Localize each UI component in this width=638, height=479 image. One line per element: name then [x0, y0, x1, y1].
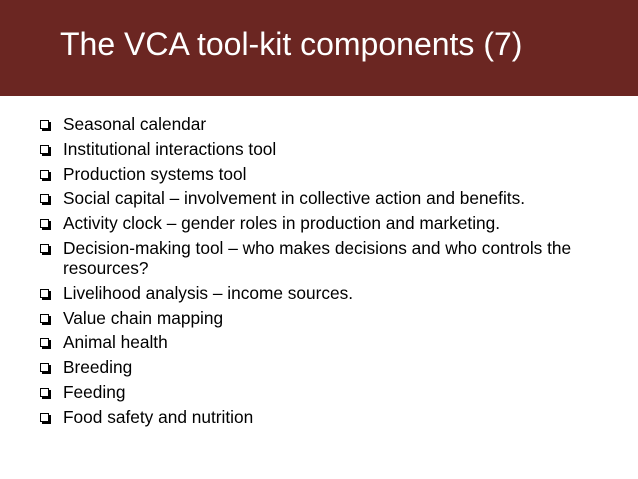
bullet-text: Social capital – involvement in collective action and benefits. — [63, 188, 526, 209]
checkbox-square-icon — [40, 194, 49, 203]
bullet-text: Institutional interactions tool — [63, 138, 277, 159]
bullet-item — [40, 114, 620, 134]
checkbox-square-icon — [40, 413, 49, 422]
bullet-item — [40, 308, 620, 328]
checkbox-square-icon — [40, 388, 49, 397]
checkbox-square-icon — [40, 289, 49, 298]
bullet-text: Decision-making tool – who makes decisions and who controls the resources? — [63, 237, 572, 278]
bullet-list — [40, 114, 620, 432]
bullet-item — [40, 283, 620, 303]
title-bar — [0, 0, 638, 96]
bullet-text: Seasonal calendar — [63, 114, 207, 134]
bullet-text: Activity clock – gender roles in production and marketing. — [63, 213, 501, 234]
checkbox-square-icon — [40, 314, 49, 323]
bullet-text: Breeding — [63, 357, 133, 378]
bullet-text: Feeding — [63, 381, 126, 402]
bullet-item — [40, 407, 620, 427]
checkbox-square-icon — [40, 120, 49, 129]
bullet-item — [40, 357, 620, 377]
bullet-text: Animal health — [63, 332, 168, 353]
bullet-item — [40, 164, 620, 184]
checkbox-square-icon — [40, 219, 49, 228]
bullet-text: Production systems tool — [63, 163, 247, 184]
bullet-item — [40, 238, 620, 278]
slide-title: The VCA tool-kit components (7) — [60, 26, 523, 62]
bullet-text: Livelihood analysis – income sources. — [63, 282, 354, 303]
checkbox-square-icon — [40, 244, 49, 253]
bullet-text: Food safety and nutrition — [63, 406, 254, 427]
checkbox-square-icon — [40, 145, 49, 154]
bullet-item — [40, 188, 620, 208]
checkbox-square-icon — [40, 170, 49, 179]
checkbox-square-icon — [40, 338, 49, 347]
checkbox-square-icon — [40, 363, 49, 372]
bullet-item — [40, 139, 620, 159]
bullet-item — [40, 332, 620, 352]
bullet-item — [40, 382, 620, 402]
bullet-text: Value chain mapping — [63, 307, 224, 328]
bullet-item — [40, 213, 620, 233]
